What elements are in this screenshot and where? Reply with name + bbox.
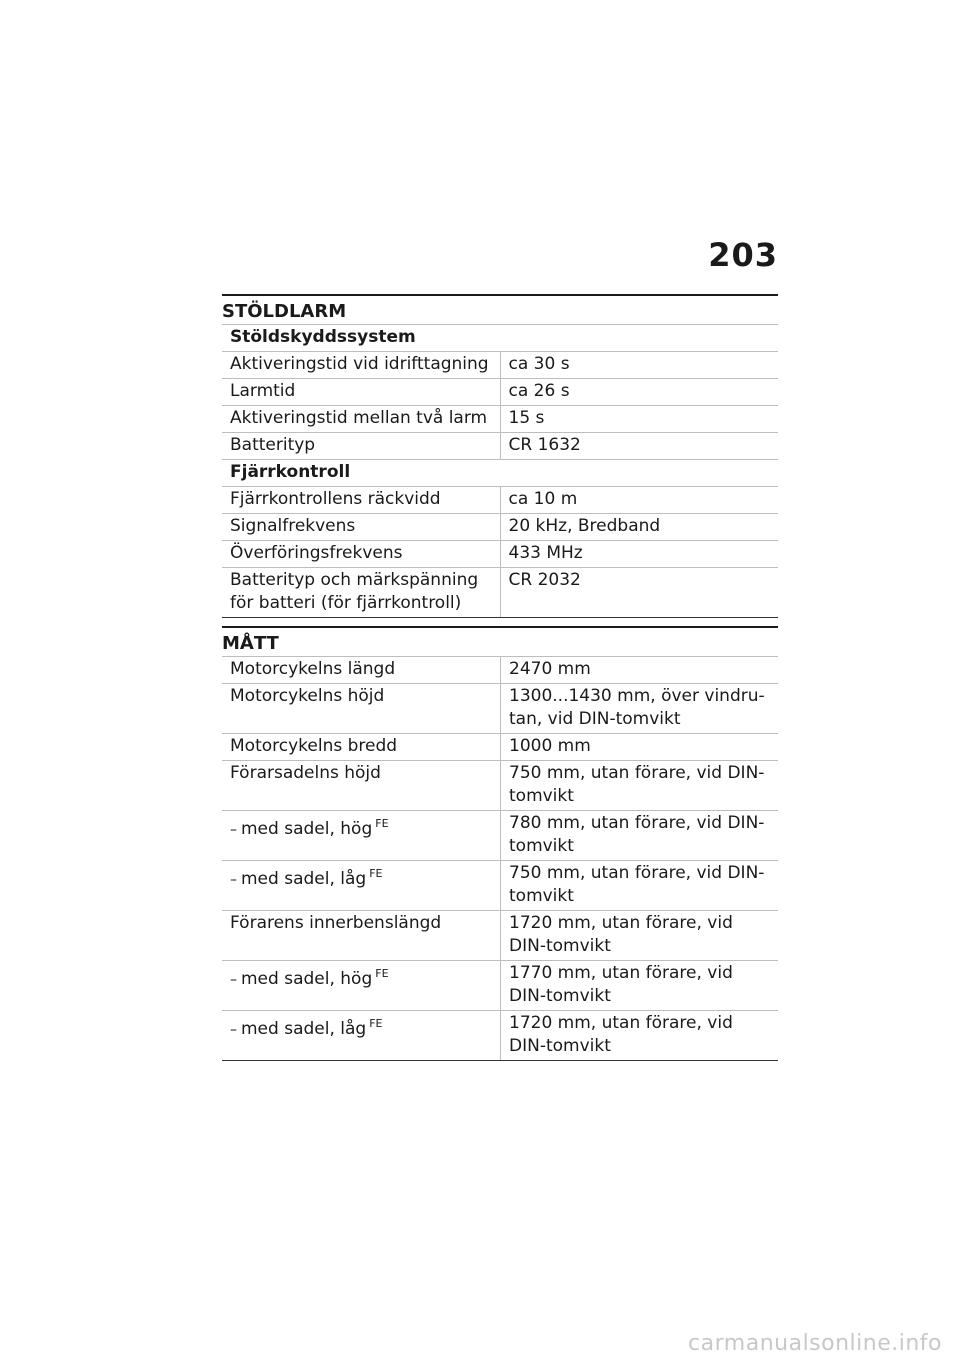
table-row bbox=[222, 911, 778, 961]
page-number: 203 bbox=[708, 236, 778, 274]
table-row bbox=[222, 487, 778, 514]
spec-label bbox=[222, 734, 501, 761]
table-row bbox=[222, 861, 778, 911]
spec-value: 433 MHz bbox=[500, 541, 778, 568]
spec-table bbox=[222, 656, 778, 1061]
spec-label bbox=[222, 541, 500, 568]
spec-table bbox=[222, 324, 778, 618]
spec-value: CR 1632 bbox=[500, 433, 778, 460]
table-row bbox=[222, 961, 778, 1011]
section-title: MÅTT bbox=[222, 626, 778, 656]
spec-label bbox=[222, 811, 501, 861]
spec-label-text: Aktiveringstid vid idrifttagning bbox=[230, 354, 489, 374]
table-row bbox=[222, 514, 778, 541]
dash-marker: – bbox=[230, 822, 237, 838]
footnote-marker: FE bbox=[375, 967, 389, 980]
spec-label-text: Larmtid bbox=[230, 381, 296, 401]
footnote-marker: FE bbox=[369, 1017, 383, 1030]
table-row bbox=[222, 568, 778, 618]
table-row bbox=[222, 1011, 778, 1061]
spec-label bbox=[222, 761, 501, 811]
spec-value: 1000 mm bbox=[501, 734, 779, 761]
footnote-marker: FE bbox=[369, 867, 383, 880]
dash-marker: – bbox=[230, 1022, 237, 1038]
dash-marker: – bbox=[230, 972, 237, 988]
spec-value: CR 2032 bbox=[500, 568, 778, 618]
spec-label-text: Motorcykelns höjd bbox=[230, 686, 385, 706]
table-subheading-row bbox=[222, 325, 778, 352]
spec-label-text: Fjärrkontrollens räckvidd bbox=[230, 489, 441, 509]
spec-label bbox=[222, 406, 500, 433]
spec-value: ca 30 s bbox=[500, 352, 778, 379]
spec-label bbox=[222, 487, 500, 514]
spec-value: 1300...1430 mm, över vindru-tan, vid DIN-tomvikt bbox=[501, 684, 779, 734]
section-theft-alarm bbox=[222, 294, 778, 618]
spec-label-text: med sadel, hög bbox=[241, 969, 373, 989]
spec-value: 1720 mm, utan förare, vid DIN-tomvikt bbox=[501, 911, 779, 961]
section-title: STÖLDLARM bbox=[222, 294, 778, 324]
table-row bbox=[222, 761, 778, 811]
spec-value: ca 26 s bbox=[500, 379, 778, 406]
subheading: Stöldskyddssystem bbox=[222, 325, 778, 352]
spec-label bbox=[222, 514, 500, 541]
footnote-marker: FE bbox=[375, 817, 389, 830]
spec-label bbox=[222, 684, 501, 734]
table-row bbox=[222, 433, 778, 460]
spec-value: 780 mm, utan förare, vid DIN-tomvikt bbox=[501, 811, 779, 861]
table-row bbox=[222, 811, 778, 861]
dash-marker: – bbox=[230, 872, 237, 888]
spec-value: 750 mm, utan förare, vid DIN-tomvikt bbox=[501, 761, 779, 811]
spec-label-text: Aktiveringstid mellan två larm bbox=[230, 408, 488, 428]
spec-value: 20 kHz, Bredband bbox=[500, 514, 778, 541]
spec-label-text: Signalfrekvens bbox=[230, 516, 356, 536]
spec-label bbox=[222, 568, 500, 618]
spec-label-text: med sadel, hög bbox=[241, 819, 373, 839]
spec-label-text: med sadel, låg bbox=[241, 869, 367, 889]
table-row bbox=[222, 684, 778, 734]
spec-label bbox=[222, 911, 501, 961]
spec-label-text: Batterityp bbox=[230, 435, 316, 455]
spec-label-text: Motorcykelns bredd bbox=[230, 736, 398, 756]
spec-value: ca 10 m bbox=[500, 487, 778, 514]
subheading: Fjärrkontroll bbox=[222, 460, 778, 487]
spec-label bbox=[222, 433, 500, 460]
watermark: carmanualsonline.info bbox=[688, 1331, 942, 1356]
table-row bbox=[222, 352, 778, 379]
spec-value: 1770 mm, utan förare, vid DIN-tomvikt bbox=[501, 961, 779, 1011]
table-row bbox=[222, 734, 778, 761]
table-row bbox=[222, 379, 778, 406]
section-dimensions bbox=[222, 626, 778, 1061]
table-row bbox=[222, 657, 778, 684]
table-row bbox=[222, 541, 778, 568]
spec-label bbox=[222, 379, 500, 406]
spec-label bbox=[222, 352, 500, 379]
spec-label-text: Förarsadelns höjd bbox=[230, 763, 381, 783]
spec-value: 2470 mm bbox=[501, 657, 779, 684]
spec-value: 1720 mm, utan förare, vid DIN-tomvikt bbox=[501, 1011, 779, 1061]
spec-label bbox=[222, 961, 501, 1011]
table-subheading-row bbox=[222, 460, 778, 487]
table-row bbox=[222, 406, 778, 433]
spec-value: 15 s bbox=[500, 406, 778, 433]
spec-value: 750 mm, utan förare, vid DIN-tomvikt bbox=[501, 861, 779, 911]
spec-label bbox=[222, 657, 501, 684]
spec-label-text: Batterityp och märkspänning för batteri (för fjärrkontroll) bbox=[230, 570, 479, 613]
spec-label-text: Förarens innerbenslängd bbox=[230, 913, 442, 933]
spec-label-text: med sadel, låg bbox=[241, 1019, 367, 1039]
spec-label bbox=[222, 1011, 501, 1061]
spec-label-text: Överföringsfrekvens bbox=[230, 543, 403, 563]
spec-label-text: Motorcykelns längd bbox=[230, 659, 396, 679]
spec-label bbox=[222, 861, 501, 911]
